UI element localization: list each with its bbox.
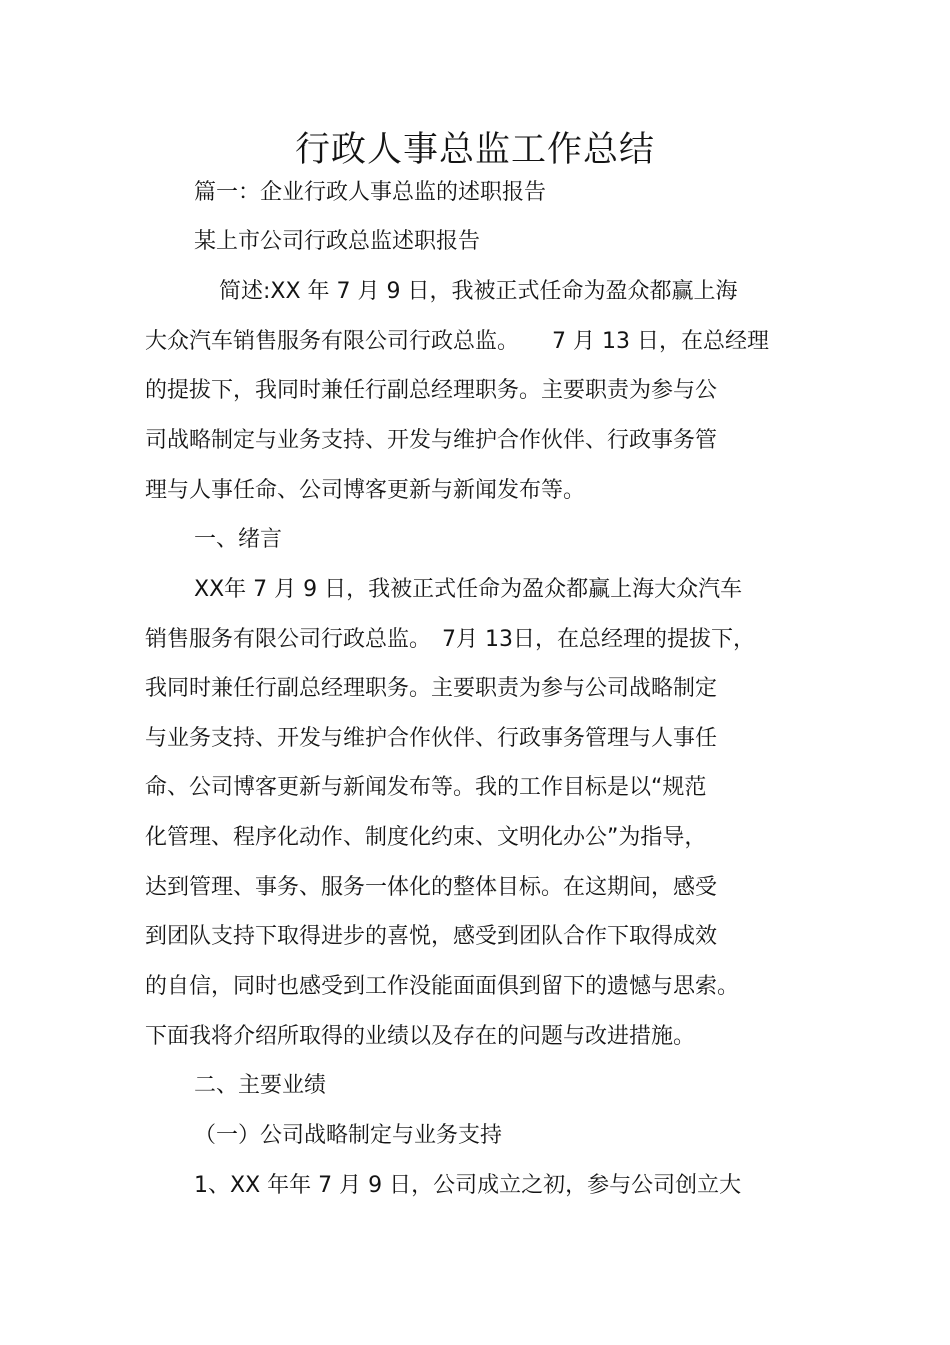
paragraph-line: 大众汽车销售服务有限公司行政总监。 7 月 13 日，在总经理: [145, 329, 769, 354]
paragraph-line: 到团队支持下取得进步的喜悦，感受到团队合作下取得成效: [145, 924, 718, 949]
paragraph-line: 的自信，同时也感受到工作没能面面俱到留下的遗憾与思索。: [145, 974, 740, 999]
paragraph-line: 的提拔下，我同时兼任行副总经理职务。主要职责为参与公: [145, 378, 718, 403]
report-heading: 某上市公司行政总监述职报告: [194, 229, 481, 254]
paragraph-line: 我同时兼任行副总经理职务。主要职责为参与公司战略制定: [145, 676, 718, 701]
paragraph-line: 1、XX 年年 7 月 9 日，公司成立之初，参与公司创立大: [194, 1173, 742, 1198]
paragraph-line: 下面我将介绍所取得的业绩以及存在的问题与改进措施。: [145, 1024, 696, 1049]
paragraph-line: 司战略制定与业务支持、开发与维护合作伙伴、行政事务管: [145, 428, 718, 453]
paragraph-line: 理与人事任命、公司博客更新与新闻发布等。: [145, 478, 586, 503]
paragraph-line: 简述:XX 年 7 月 9 日，我被正式任命为盈众都赢上海: [219, 279, 738, 304]
paragraph-line: 命、公司博客更新与新闻发布等。我的工作目标是以“规范: [145, 775, 707, 800]
section-heading: 二、主要业绩: [194, 1073, 327, 1098]
paragraph-line: 达到管理、事务、服务一体化的整体目标。在这期间，感受: [145, 875, 718, 900]
paragraph-line: 销售服务有限公司行政总监。 7月 13日，在总经理的提拔下，: [145, 627, 755, 652]
subtitle-line: 篇一：企业行政人事总监的述职报告: [194, 180, 547, 205]
paragraph-line: 与业务支持、开发与维护合作伙伴、行政事务管理与人事任: [145, 726, 718, 751]
subsection-heading: （一）公司战略制定与业务支持: [194, 1123, 503, 1148]
document-title: 行政人事总监工作总结: [294, 130, 655, 170]
section-heading: 一、绪言: [194, 527, 283, 552]
paragraph-line: 化管理、程序化动作、制度化约束、文明化办公”为指导，: [145, 825, 707, 850]
paragraph-line: XX年 7 月 9 日，我被正式任命为盈众都赢上海大众汽车: [194, 577, 743, 602]
